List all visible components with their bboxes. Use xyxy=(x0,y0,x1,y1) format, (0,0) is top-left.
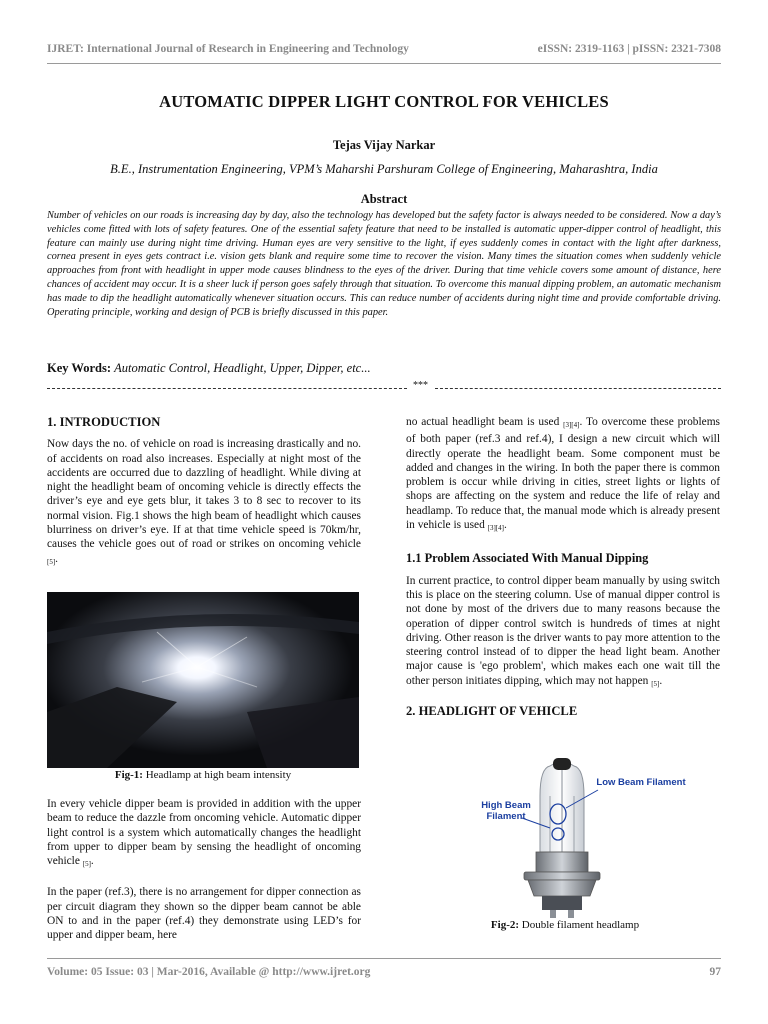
header-rule xyxy=(47,63,721,64)
high-beam-callout: High Beam Filament xyxy=(481,800,531,822)
journal-name: IJRET: International Journal of Research in Engineering and Technology xyxy=(47,43,409,55)
manual-dipping-paragraph: In current practice, to control dipper beam manually by using switch this is place on the steering column. Use of manual dipper control is not done by most of the drivers due to many reasons because the operation of dipper control switch is hundreds of times at night driving. Other reason is the driver wants to pay more attention to the steering control instead of to dipper the head light beam. Another major cause is 'ego problem', which makes each one wait till the other person initiates dipping, which may not happen $_{[5]}$. xyxy=(406,574,720,688)
abstract-text: Number of vehicles on our roads is increasing day by day, also the technology has developed but the safety factor is always needed to be considered. Now a day’s vehicles come fitted with lots of safety features. One of the essential safety feature that need to be installed is automatic upper-dipper control of headlight, this feature can mainly use during night time driving. Human eyes are very sensitive to the light, if eyes suddenly comes in contact with the light after darkness, cornea present in eyes gets contract i.e. vision gets blank and require some time to recover the vision. Many times the situation comes when suddenly vehicle approaches from front with headlight in upper mode causes blindness to the eyes of the driver. During that time vehicle covers some amount of distance, here chances of accident may occur. It is a sheer luck if person goes safely through that situation. To overcome this manual dipping problem, an automatic mechanism has made to dip the headlight automatically whenever situation occurs. This can reduce number of accidents during night time and provide comfortable driving. Operating principle, working and design of PCB is briefly discussed in this paper. xyxy=(47,210,721,318)
figure-1-headlamp-photo xyxy=(47,592,359,768)
figure-2-caption: Fig-2: Double filament headlamp xyxy=(490,919,640,931)
citation: [5] xyxy=(82,860,91,869)
intro-continued-paragraph: no actual headlight beam is used $_{[3][4]}$. To overcome these problems of both paper (ref.3 and ref.4), I design a new circuit which will directly operate the headlight beam. Some component must be added and changes in the wiring. In both the paper there is common problem is occur while driving in cities, street lights or lights of shops are affecting on the system and reduce the life of relay and headlamp. To reduce that, the manual mode which is already present in vehicle is used $_{[3][4]}$. xyxy=(406,416,720,533)
citation: [3][4] xyxy=(487,524,504,533)
low-beam-callout: Low Beam Filament xyxy=(596,777,686,788)
intro-heading: 1. INTRODUCTION xyxy=(47,415,161,429)
headlight-heading: 2. HEADLIGHT OF VEHICLE xyxy=(406,704,578,719)
issn: eISSN: 2319-1163 | pISSN: 2321-7308 xyxy=(537,43,721,55)
keywords xyxy=(47,361,721,376)
intro-paragraph-3: In the paper (ref.3), there is no arrangement for dipper connection as per circuit diagram they shown so the dipper beam cannot be able ON to and in the paper (ref.4) they demonstrate using LED’s for upper and dipper beam, here xyxy=(47,886,361,942)
right-column xyxy=(406,415,720,718)
intro-paragraph-1: Now days the no. of vehicle on road is increasing drastically and no. of accidents on road also increases. Especially at night most of the accidents are occurred due to dazzling of headlight. While diving at night the headlight beam of oncoming vehicle is directly effects the driver’s eye and eye gets blur, it takes 3 to 8 sec to recover to its normal vision. Fig.1 shows the high beam of headlight which causes blurriness on driver’s eye. If at that time vehicle speed is 70km/hr, causes the vehicle goes out of road or strikes on oncoming vehicle $_{[5]}$. xyxy=(47,438,361,566)
subsection-heading-manual-dipping: 1.1 Problem Associated With Manual Dipping xyxy=(406,551,649,566)
figure-1-label: Fig-1: xyxy=(114,769,143,781)
volume-info: Volume: 05 Issue: 03 | Mar-2016, Available @ http://www.ijret.org xyxy=(47,966,371,978)
keywords-label: Key Words: xyxy=(47,361,112,375)
separator-stars: *** xyxy=(413,380,428,391)
figure-2-label: Fig-2: xyxy=(490,919,520,931)
paper-title: AUTOMATIC DIPPER LIGHT CONTROL FOR VEHICLES xyxy=(159,92,609,111)
intro-paragraph-2: In every vehicle dipper beam is provided in addition with the upper beam to reduce the dazzle from oncoming vehicle. Automatic dipper light control is a system which automatically changes the headlight from upper to dipper beam by sensing the headlight of oncoming vehicle $_{[5]}$. xyxy=(47,798,361,869)
abstract-heading: Abstract xyxy=(360,192,408,206)
left-column-lower xyxy=(47,797,361,943)
citation: [3][4] xyxy=(563,421,580,429)
running-footer xyxy=(47,966,721,982)
section-separator xyxy=(47,380,721,393)
running-header xyxy=(47,43,721,59)
citation: [5] xyxy=(47,557,56,566)
left-column xyxy=(47,415,361,569)
page-number: 97 xyxy=(709,966,721,978)
author-affiliation: B.E., Instrumentation Engineering, VPM’s Maharshi Parshuram College of Engineering, Maharashtra, India xyxy=(110,162,658,176)
figure-1-caption: Fig-1: Headlamp at high beam intensity xyxy=(114,769,292,781)
footer-rule xyxy=(47,958,721,959)
keywords-value: Automatic Control, Headlight, Upper, Dipper, etc... xyxy=(114,361,371,375)
author-name: Tejas Vijay Narkar xyxy=(332,138,436,152)
citation: [5] xyxy=(651,679,660,688)
